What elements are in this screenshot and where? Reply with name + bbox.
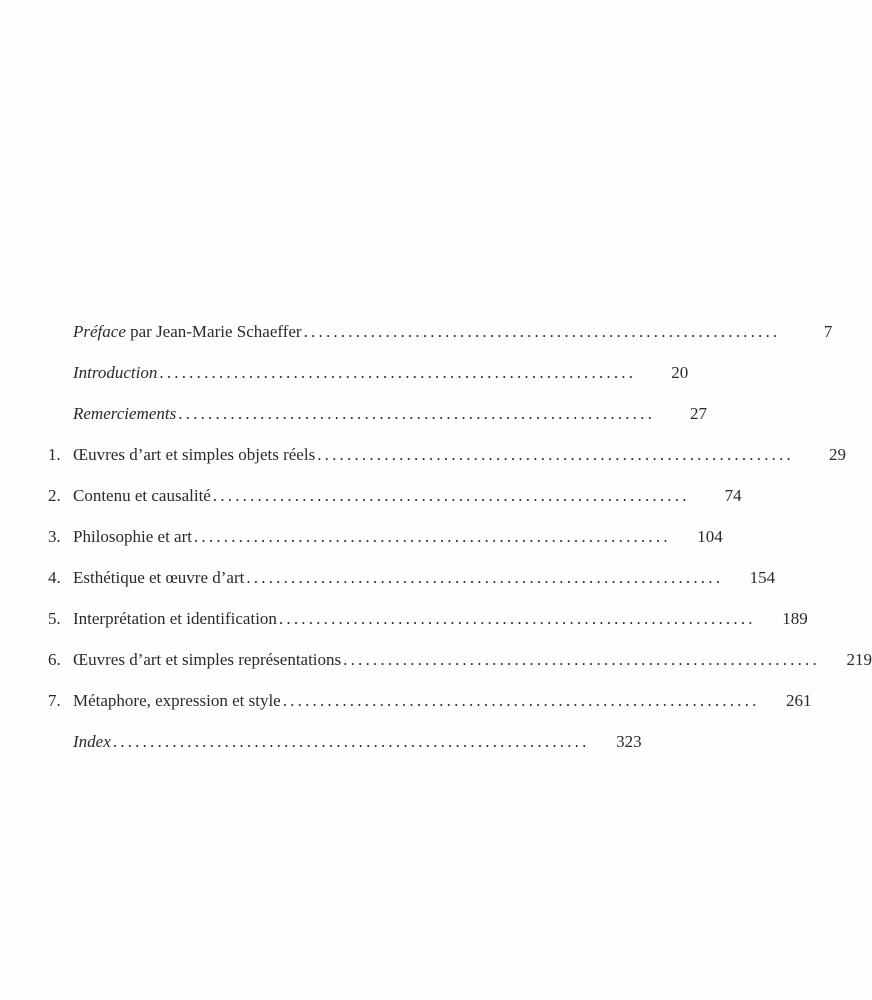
toc-number: 7. [48, 691, 61, 710]
toc-entry [48, 527, 723, 568]
toc-page-number: 7 [823, 322, 833, 341]
toc-title: Œuvres d’art et simples objets réels [73, 445, 316, 464]
toc-number: 4. [48, 568, 61, 587]
toc-entry [48, 322, 833, 363]
toc-title: Contenu et causalité [73, 486, 211, 505]
dot-leader: ................................................................ [343, 650, 820, 669]
dot-leader: ................................................................ [112, 732, 590, 751]
toc-entry [48, 445, 847, 486]
dot-leader: ................................................................ [193, 527, 671, 546]
dot-leader: ................................................................ [317, 445, 795, 464]
toc-title-italic: Préface [73, 322, 126, 341]
toc-title-italic: Remerciements [73, 404, 177, 423]
toc-entry [48, 609, 808, 650]
toc-page-number: 323 [616, 732, 642, 751]
toc-page-number: 261 [786, 691, 812, 710]
toc-title: Philosophie et art [73, 527, 192, 546]
toc-page-number: 27 [690, 404, 708, 423]
toc-number: 5. [48, 609, 61, 628]
toc-title-italic: Introduction [73, 363, 158, 382]
toc-entry [48, 363, 689, 404]
toc-title: Œuvres d’art et simples représentations [73, 650, 342, 669]
toc-entry [48, 486, 742, 527]
dot-leader: ................................................................ [246, 568, 724, 587]
dot-leader: ................................................................ [282, 691, 760, 710]
toc-entry [48, 404, 708, 445]
toc-page-number: 219 [846, 650, 872, 669]
table-of-contents [48, 322, 872, 773]
toc-page-number: 154 [749, 568, 776, 587]
toc-title: Esthétique et œuvre d’art [73, 568, 245, 587]
toc-title: Interprétation et identification [73, 609, 277, 628]
toc-number: 6. [48, 650, 61, 669]
toc-title-italic: Index [73, 732, 111, 751]
toc-number: 3. [48, 527, 61, 546]
dot-leader: ................................................................ [303, 322, 781, 341]
dot-leader: ................................................................ [159, 363, 637, 382]
toc-entry [48, 650, 872, 691]
toc-entry [48, 732, 642, 773]
toc-entry [48, 691, 812, 732]
toc-title: Métaphore, expression et style [73, 691, 281, 710]
toc-page-number: 189 [782, 609, 808, 628]
toc-number: 2. [48, 486, 61, 505]
toc-page-number: 29 [829, 445, 847, 464]
dot-leader: ................................................................ [278, 609, 756, 628]
toc-title: par Jean-Marie Schaeffer [125, 322, 302, 341]
toc-entry [48, 568, 776, 609]
dot-leader: ................................................................ [178, 404, 656, 423]
toc-page-number: 74 [724, 486, 742, 505]
toc-page-number: 104 [697, 527, 723, 546]
dot-leader: ................................................................ [212, 486, 690, 505]
toc-page-number: 20 [671, 363, 689, 382]
toc-number: 1. [48, 445, 61, 464]
